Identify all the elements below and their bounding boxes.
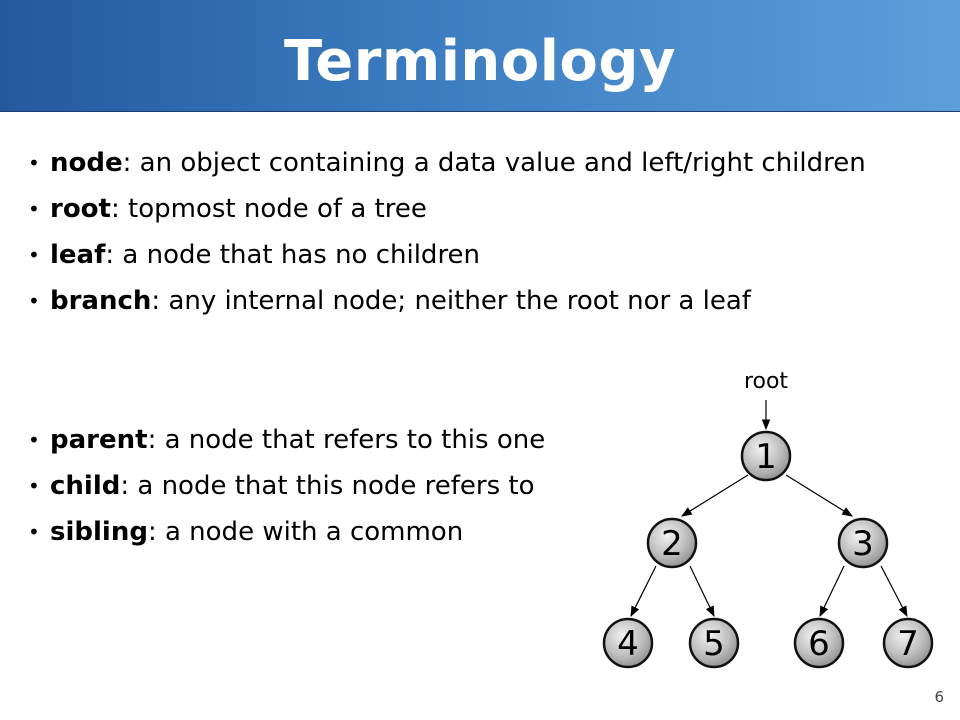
- edge-3-7: [881, 566, 907, 616]
- bullet-icon: •: [28, 520, 40, 544]
- node-label: 6: [808, 624, 830, 664]
- bullet-item-root: [28, 186, 866, 232]
- definition-leaf: : a node that has no children: [105, 240, 481, 270]
- bullet-item-branch: [28, 278, 866, 324]
- binary-tree-diagram: [590, 360, 950, 680]
- node-label: 4: [617, 624, 639, 664]
- bullet-item-node: [28, 140, 866, 186]
- bullet-icon: •: [28, 289, 40, 313]
- definition-root: : topmost node of a tree: [110, 194, 427, 224]
- edge-2-5: [690, 566, 714, 616]
- node-label: 7: [897, 624, 919, 664]
- bullet-item-parent: [28, 417, 545, 463]
- tree-node-1: [742, 432, 790, 480]
- bullet-list-relationships: [28, 417, 545, 555]
- page-number: 6: [934, 688, 944, 706]
- node-label: 2: [661, 524, 683, 564]
- bullet-item-sibling: [28, 509, 545, 555]
- definition-branch: : any internal node; neither the root nor a leaf: [151, 286, 751, 316]
- term-branch: branch: [50, 286, 152, 316]
- bullet-icon: •: [28, 428, 40, 452]
- edge-3-6: [820, 566, 844, 616]
- bullet-list-definitions: [28, 140, 866, 324]
- term-root: root: [50, 194, 111, 224]
- slide-title: Terminology: [283, 29, 676, 94]
- bullet-item-child: [28, 463, 545, 509]
- tree-node-7: [884, 619, 932, 667]
- edge-1-2: [682, 475, 748, 516]
- tree-node-3: [839, 519, 887, 567]
- title-bar: [0, 0, 960, 112]
- root-label: root: [743, 369, 789, 394]
- definition-sibling: : a node with a common: [147, 517, 464, 547]
- tree-node-6: [795, 619, 843, 667]
- definition-node: : an object containing a data value and left/right children: [122, 148, 866, 178]
- tree-node-2: [648, 519, 696, 567]
- term-sibling: sibling: [50, 517, 148, 547]
- node-label: 1: [755, 437, 777, 477]
- bullet-icon: •: [28, 243, 40, 267]
- bullet-icon: •: [28, 474, 40, 498]
- bullet-icon: •: [28, 151, 40, 175]
- term-parent: parent: [50, 425, 148, 455]
- definition-parent: : a node that refers to this one: [147, 425, 546, 455]
- bullet-icon: •: [28, 197, 40, 221]
- tree-node-4: [604, 619, 652, 667]
- bullet-item-leaf: [28, 232, 866, 278]
- node-label: 3: [852, 524, 874, 564]
- term-child: child: [50, 471, 121, 501]
- term-node: node: [50, 148, 123, 178]
- edge-1-3: [786, 475, 852, 516]
- definition-child: : a node that this node refers to: [120, 471, 535, 501]
- term-leaf: leaf: [50, 240, 106, 270]
- node-label: 5: [703, 624, 725, 664]
- edge-2-4: [631, 566, 656, 616]
- tree-node-5: [690, 619, 738, 667]
